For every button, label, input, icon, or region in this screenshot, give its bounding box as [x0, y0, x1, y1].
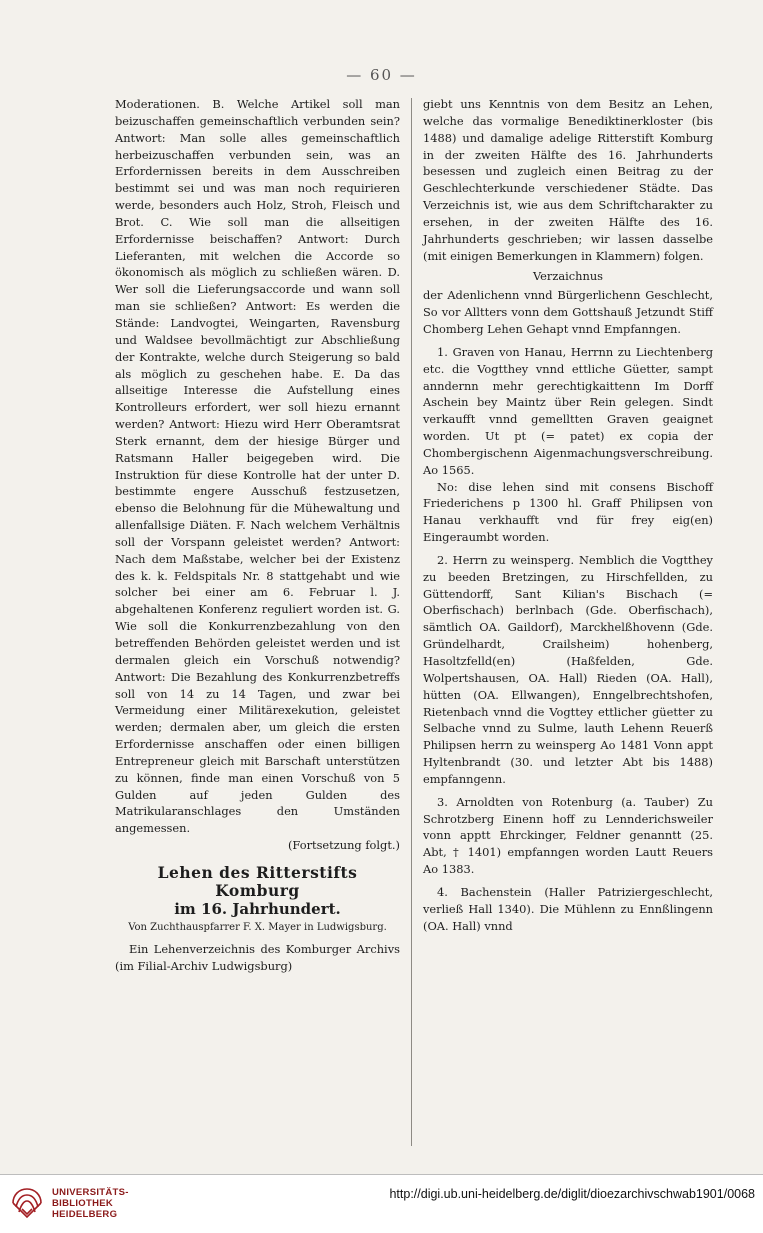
article-intro: Ein Lehenverzeichnis des Komburger Archivs (im Filial-Archiv Ludwigsburg) [115, 941, 400, 973]
register-item-2: 2. Herrn zu weinsperg. Nemblich die Vogtthey zu beeden Bretzingen, zu Hirschfellden, zu Güttendorff, Sant Kilian's Bischach (= Oberfischach) berlnbach (Gde. Oberfischach), sämtlich OA. Gaildorf), Marckhelßhovenn (Gde. Gründelhardt, Crailsheim) hohenberg, Hasoltzfelld(en) (Haßfelden, Gde. Wolpertshausen, OA. Hall) Rieden (OA. Hall), hütten (OA. Ellwangen), Enngelbrechtshofen, Rietenbach vnnd die Vogttey ettlicher güetter zu Selbache vnnd zu Sulme, lauth Lehenn Reuerß Philipsen herrn zu weinsperg Ao 1481 Vonn appt Hyltenbrandt (30. und letzter Abt bis 1488) empfanngenn. [423, 552, 713, 786]
article-byline: Von Zuchthauspfarrer F. X. Mayer in Ludwigsburg. [128, 921, 387, 933]
page-number: — 60 — [346, 66, 417, 84]
register-item-1: 1. Graven von Hanau, Herrnn zu Liechtenberg etc. die Vogtthey vnnd ettliche Güetter, sampt anndernn mehr gerechtigkaittenn Im Dorff Aschein bey Maintz über Rein gelegen. Sindt verkaufft vnnd gemelltten Graven geaignet worden. Ut pt (= patet) ex copia der Chombergischenn Aigenmachungsverschreibung. Ao 1565. [423, 344, 713, 477]
library-logo-text[interactable]: UNIVERSITÄTS- BIBLIOTHEK HEIDELBERG [52, 1187, 129, 1220]
register-item-3: 3. Arnoldten von Rotenburg (a. Tauber) Zu Schrotzberg Einenn hoff zu Lennderichsweiler vonn apptt Ehrckinger, Feldner genanntt (25. Abt, † 1401) empfanngen worden Lautt Reuers Ao 1383. [423, 794, 713, 877]
right-column [423, 96, 713, 935]
right-paragraph: giebt uns Kenntnis von dem Besitz an Lehen, welche das vormalige Benediktinerkloster (bis 1488) und damalige adelige Ritterstift Komburg in der zweiten Hälfte des 16. Jahrhunderts besessen und zugleich einen Beitrag zu der Geschlechterkunde verschiedener Städte. Das Verzeichnis ist, wie aus dem Schriftcharakter zu ersehen, in der zweiten Hälfte des 16. Jahrhunderts geschrieben; wir lassen dasselbe (mit einigen Bemerkungen in Klammern) folgen. [423, 97, 713, 263]
register-title: Verzaichnus [532, 269, 604, 284]
column-divider [411, 98, 412, 1146]
article-heading-line1: Lehen des Ritterstifts Komburg [157, 862, 358, 900]
register-item-1-note: No: dise lehen sind mit consens Bischoff Friederichens p 1300 hl. Graff Philipsen von Hanau verkhaufft vnd für frey eig(en) Eingeraumbt worden. [423, 479, 713, 545]
register-subtitle: der Adenlichenn vnnd Bürgerlichenn Geschlecht, So vor Alltters vonn dem Gottshauß Jetzundt Stiff Chomberg Lehen Gehapt vnnd Empfanngen. [423, 288, 713, 336]
viewer-footer [0, 1174, 763, 1233]
left-column [115, 96, 400, 975]
register-item-4: 4. Bachenstein (Haller Patriziergeschlecht, verließ Hall 1340). Die Mühlenn zu Ennßlingenn (OA. Hall) vnnd [423, 884, 713, 933]
left-paragraph: Moderationen. B. Welche Artikel soll man beizuschaffen gemeinschaftlich verbunden sein? Antwort: Man solle alles gemeinschaftlich herbeizuschaffen verbunden sein, was an Erfordernissen bereits in dem Ausschreiben bestimmt sei und was man noch requirieren werde, besonders auch Holz, Stroh, Fleisch und Brot. C. Wie soll man die allseitigen Erfordernisse beischaffen? Antwort: Durch Lieferanten, mit welchen die Accorde so ökonomisch als möglich zu schließen wären. D. Wer soll die Lieferungsaccorde und wann soll man sie schließen? Antwort: Es werden die Stände: Landvogtei, Weingarten, Ravensburg und Waldsee bevollmächtigt zur Abschließung der Kontrakte, welche durch Steigerung so bald als möglich zu geschehen habe. E. Da das allseitige Interesse die Aufstellung eines Kontrolleurs erfordert, wer soll hiezu ernannt werden? Antwort: Hiezu wird Herr Oberamtsrat Sterk ernannt, dem der hiesige Bürger und Ratsmann Haller beigegeben wird. Die Instruktion für diese Kontrolle hat der unter D. bestimmte engere Ausschuß festzusetzen, ebenso die Belohnung für die Mühewaltung und allenfallsige Diäten. F. Nach welchem Verhältnis soll der Vorspann geleistet werden? Antwort: Nach dem Maßstabe, welcher bei der Existenz des k. k. Feldspitals Nr. 8 stattgehabt und wie solcher bei einer am 6. Februar l. J. abgehaltenen Konferenz reguliert worden ist. G. Wie soll die Konkurrenzbezahlung von den betreffenden Behörden geleistet werden und ist dermalen gleich ein Vorschuß notwendig? Antwort: Die Bezahlung des Konkurrenzbetreffs soll von 14 zu 14 Tagen, und zwar bei Vermeidung einer Militärexekution, geleistet werden; dermalen aber, um gleich die ersten Erfordernisse anschaffen oder einen billigen Entrepreneur gleich mit Barschaft unterstützen zu können, finde man einen Vorschuß von 5 Gulden auf jeden Gulden des Matrikularanschlages den Umständen angemessen. [115, 97, 400, 836]
university-seal-icon[interactable] [9, 1185, 45, 1221]
continuation-note: (Fortsetzung folgt.) [287, 838, 400, 853]
page-url-link[interactable]: http://digi.ub.uni-heidelberg.de/diglit/dioezarchivschwab1901/0068 [389, 1187, 755, 1201]
article-heading-line2: im 16. Jahrhundert. [174, 899, 341, 918]
